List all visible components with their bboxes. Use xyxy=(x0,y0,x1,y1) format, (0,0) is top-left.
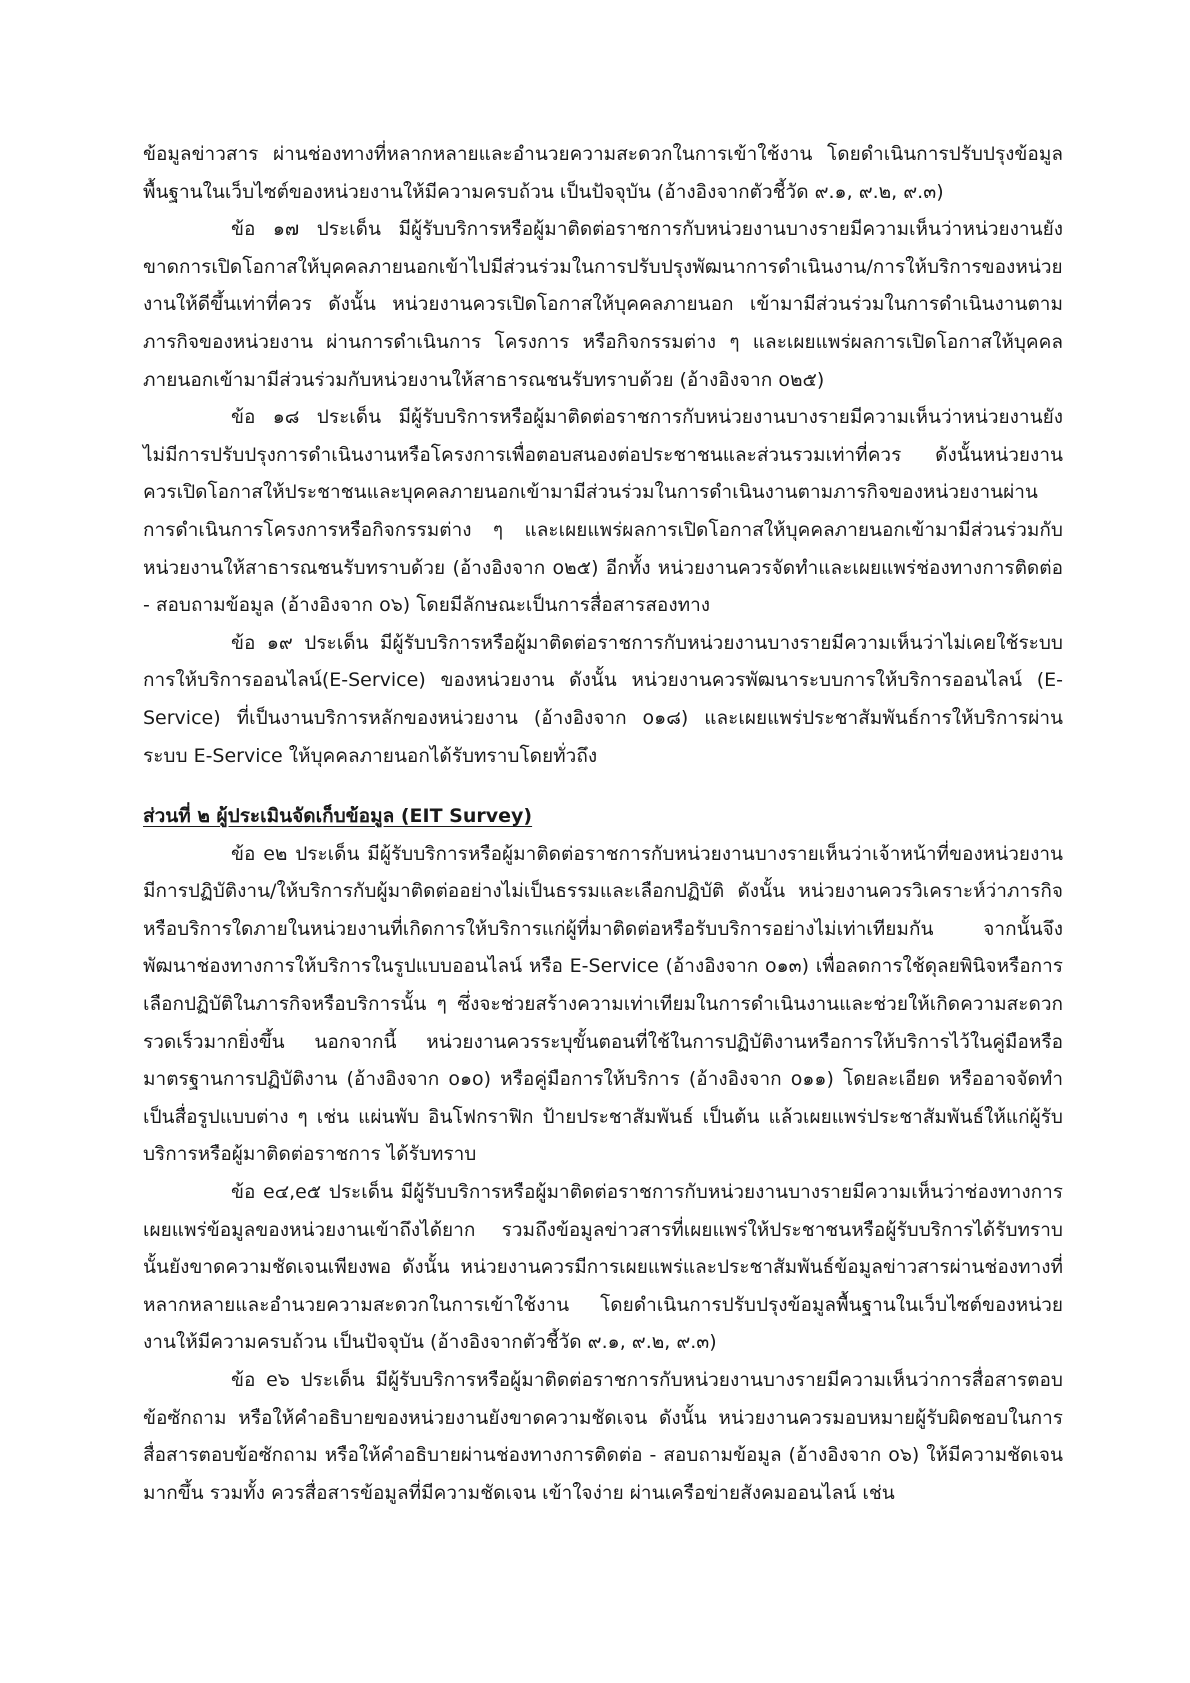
section-heading: ส่วนที่ ๒ ผู้ประเมินจัดเก็บข้อมูล (EIT Survey) xyxy=(143,805,533,828)
paragraph-continuation: ข้อมูลข่าวสาร ผ่านช่องทางที่หลากหลายและอำนวยความสะดวกในการเข้าใช้งาน โดยดำเนินการปรับปรุงข้อมูลพื้นฐานในเว็บไซต์ของหน่วยงานให้มีความครบถ้วน เป็นปัจจุบัน (อ้างอิงจากตัวชี้วัด ๙.๑, ๙.๒, ๙.๓) xyxy=(143,143,1063,203)
paragraph-item-17: ข้อ ๑๗ ประเด็น มีผู้รับบริการหรือผู้มาติดต่อราชการกับหน่วยงานบางรายมีความเห็นว่าหน่วยงานยังขาดการเปิดโอกาสให้บุคคลภายนอกเข้าไปมีส่วนร่วมในการปรับปรุงพัฒนาการดำเนินงาน/การให้บริการของหน่วยงานให้ดีขึ้นเท่าที่ควร ดังนั้น หน่วยงานควรเปิดโอกาสให้บุคคลภายนอก เข้ามามีส่วนร่วมในการดำเนินงานตามภารกิจของหน่วยงาน ผ่านการดำเนินการ โครงการ หรือกิจกรรมต่าง ๆ และเผยแพร่ผลการเปิดโอกาสให้บุคคลภายนอกเข้ามามีส่วนร่วมกับหน่วยงานให้สาธารณชนรับทราบด้วย (อ้างอิงจาก o๒๕) xyxy=(143,218,1063,391)
paragraph-item-18: ข้อ ๑๘ ประเด็น มีผู้รับบริการหรือผู้มาติดต่อราชการกับหน่วยงานบางรายมีความเห็นว่าหน่วยงานยังไม่มีการปรับปรุงการดำเนินงานหรือโครงการเพื่อตอบสนองต่อประชาชนและส่วนรวมเท่าที่ควร ดังนั้นหน่วยงานควรเปิดโอกาสให้ประชาชนและบุคคลภายนอกเข้ามามีส่วนร่วมในการดำเนินงานตามภารกิจของหน่วยงานผ่านการดำเนินการโครงการหรือกิจกรรมต่าง ๆ และเผยแพร่ผลการเปิดโอกาสให้บุคคลภายนอกเข้ามามีส่วนร่วมกับหน่วยงานให้สาธารณชนรับทราบด้วย (อ้างอิงจาก o๒๕) อีกทั้ง หน่วยงานควรจัดทำและเผยแพร่ช่องทางการติดต่อ - สอบถามข้อมูล (อ้างอิงจาก o๖) โดยมีลักษณะเป็นการสื่อสารสองทาง xyxy=(143,406,1063,617)
paragraph-item-e2: ข้อ e๒ ประเด็น มีผู้รับบริการหรือผู้มาติดต่อราชการกับหน่วยงานบางรายเห็นว่าเจ้าหน้าที่ของหน่วยงานมีการปฏิบัติงาน/ให้บริการกับผู้มาติดต่ออย่างไม่เป็นธรรมและเลือกปฏิบัติ ดังนั้น หน่วยงานควรวิเคราะห์ว่าภารกิจหรือบริการใดภายในหน่วยงานที่เกิดการให้บริการแก่ผู้ที่มาติดต่อหรือรับบริการอย่างไม่เท่าเทียมกัน จากนั้นจึงพัฒนาช่องทางการให้บริการในรูปแบบออนไลน์ หรือ E-Service (อ้างอิงจาก o๑๓) เพื่อลดการใช้ดุลยพินิจหรือการเลือกปฏิบัติในภารกิจหรือบริการนั้น ๆ ซึ่งจะช่วยสร้างความเท่าเทียมในการดำเนินงานและช่วยให้เกิดความสะดวกรวดเร็วมากยิ่งขึ้น นอกจากนี้ หน่วยงานควรระบุขั้นตอนที่ใช้ในการปฏิบัติงานหรือการให้บริการไว้ในคู่มือหรือมาตรฐานการปฏิบัติงาน (อ้างอิงจาก o๑o) หรือคู่มือการให้บริการ (อ้างอิงจาก o๑๑) โดยละเอียด หรืออาจจัดทำเป็นสื่อรูปแบบต่าง ๆ เช่น แผ่นพับ อินโฟกราฟิก ป้ายประชาสัมพันธ์ เป็นต้น แล้วเผยแพร่ประชาสัมพันธ์ให้แก่ผู้รับบริการหรือผู้มาติดต่อราชการ ได้รับทราบ xyxy=(143,842,1063,1166)
paragraph-item-e6: ข้อ e๖ ประเด็น มีผู้รับบริการหรือผู้มาติดต่อราชการกับหน่วยงานบางรายมีความเห็นว่าการสื่อสารตอบข้อซักถาม หรือให้คำอธิบายของหน่วยงานยังขาดความชัดเจน ดังนั้น หน่วยงานควรมอบหมายผู้รับผิดชอบในการสื่อสารตอบข้อซักถาม หรือให้คำอธิบายผ่านช่องทางการติดต่อ - สอบถามข้อมูล (อ้างอิงจาก o๖) ให้มีความชัดเจนมากขึ้น รวมทั้ง ควรสื่อสารข้อมูลที่มีความชัดเจน เข้าใจง่าย ผ่านเครือข่ายสังคมออนไลน์ เช่น xyxy=(143,1369,1063,1504)
paragraph-item-e4-e5: ข้อ e๔,e๕ ประเด็น มีผู้รับบริการหรือผู้มาติดต่อราชการกับหน่วยงานบางรายมีความเห็นว่าช่องทางการเผยแพร่ข้อมูลของหน่วยงานเข้าถึงได้ยาก รวมถึงข้อมูลข่าวสารที่เผยแพร่ให้ประชาชนหรือผู้รับบริการได้รับทราบนั้นยังขาดความชัดเจนเพียงพอ ดังนั้น หน่วยงานควรมีการเผยแพร่และประชาสัมพันธ์ข้อมูลข่าวสารผ่านช่องทางที่หลากหลายและอำนวยความสะดวกในการเข้าใช้งาน โดยดำเนินการปรับปรุงข้อมูลพื้นฐานในเว็บไซต์ของหน่วยงานให้มีความครบถ้วน เป็นปัจจุบัน (อ้างอิงจากตัวชี้วัด ๙.๑, ๙.๒, ๙.๓) xyxy=(143,1181,1063,1354)
paragraph-item-19: ข้อ ๑๙ ประเด็น มีผู้รับบริการหรือผู้มาติดต่อราชการกับหน่วยงานบางรายมีความเห็นว่าไม่เคยใช้ระบบการให้บริการออนไลน์(E-Service) ของหน่วยงาน ดังนั้น หน่วยงานควรพัฒนาระบบการให้บริการออนไลน์ (E-Service) ที่เป็นงานบริการหลักของหน่วยงาน (อ้างอิงจาก o๑๘) และเผยแพร่ประชาสัมพันธ์การให้บริการผ่านระบบ E-Service ให้บุคคลภายนอกได้รับทราบโดยทั่วถึง xyxy=(143,631,1063,767)
document-body xyxy=(143,136,1063,1512)
